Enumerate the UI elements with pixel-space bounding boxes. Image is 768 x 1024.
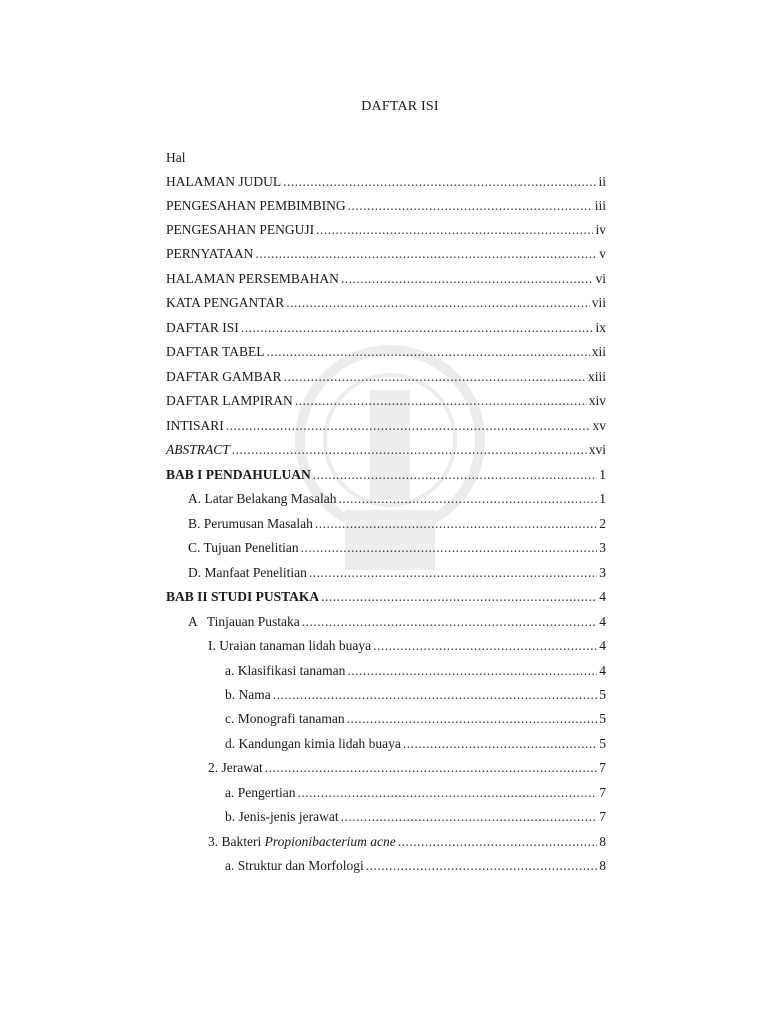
toc-entry-label: B. Perumusan Masalah <box>188 516 313 531</box>
toc-entry <box>166 222 606 238</box>
toc-entry-label: HALAMAN JUDUL <box>166 174 282 189</box>
toc-entry-label: c. Monografi tanaman <box>225 711 345 726</box>
toc-entry-label: A. Latar Belakang Masalah <box>188 491 337 506</box>
toc-entry <box>166 271 606 287</box>
toc-entry-label: DAFTAR TABEL <box>166 344 265 359</box>
toc-chapter <box>166 467 606 483</box>
toc-entry-label-italic: Propionibacterium acne <box>264 834 396 849</box>
dot-leader <box>313 467 597 483</box>
toc-entry-page: 3 <box>599 565 606 580</box>
dot-leader <box>316 222 593 238</box>
toc-entry <box>166 246 606 262</box>
dot-leader <box>373 638 597 654</box>
dot-leader <box>226 418 591 434</box>
toc-entry-page: 5 <box>599 736 606 751</box>
toc-entry-page: ii <box>598 174 606 189</box>
toc-entry-label: b. Jenis-jenis jerawat <box>225 809 339 824</box>
dot-leader <box>341 809 598 825</box>
toc-entry <box>225 809 606 825</box>
toc-entry-page: 5 <box>599 687 606 702</box>
dot-leader <box>283 174 596 190</box>
toc-entry-page: 4 <box>599 638 606 653</box>
toc-entry-label: b. Nama <box>225 687 271 702</box>
toc-entry-page: iii <box>594 198 606 213</box>
toc-entry-page: ix <box>595 320 606 335</box>
toc-entry-page: 1 <box>599 467 606 482</box>
toc-entry-label: a. Klasifikasi tanaman <box>225 663 346 678</box>
toc-entry-label: PERNYATAAN <box>166 246 254 261</box>
toc-entry <box>208 638 606 654</box>
toc-entry <box>188 491 606 507</box>
toc-entry <box>225 663 606 679</box>
toc-entry-label: C. Tujuan Penelitian <box>188 540 299 555</box>
dot-leader <box>315 516 597 532</box>
toc-entry <box>188 540 606 556</box>
toc-entry-page: 3 <box>599 540 606 555</box>
toc-entry-label: DAFTAR GAMBAR <box>166 369 282 384</box>
toc-entry-label: I. Uraian tanaman lidah buaya <box>208 638 372 653</box>
toc-entry-label: DAFTAR LAMPIRAN <box>166 393 293 408</box>
toc-entry <box>166 174 606 190</box>
toc-entry <box>166 320 606 336</box>
dot-leader <box>284 369 586 385</box>
toc-entry-page: vii <box>591 295 606 310</box>
toc-entry <box>188 565 606 581</box>
toc-entry <box>188 614 606 630</box>
toc-entry-label: BAB II STUDI PUSTAKA <box>166 589 320 604</box>
toc-entry <box>166 295 606 311</box>
dot-leader <box>241 320 594 336</box>
toc-entry-page: 7 <box>599 785 606 800</box>
dot-leader <box>266 344 589 360</box>
toc-entry <box>225 736 606 752</box>
page-column-label: Hal <box>166 150 186 165</box>
toc-entry-page: 8 <box>599 834 606 849</box>
toc-entry-label: PENGESAHAN PEMBIMBING <box>166 198 346 213</box>
toc-entry-label-plain: 3. Bakteri <box>208 834 262 849</box>
toc-entry-label: a. Pengertian <box>225 785 296 800</box>
toc-entry-label <box>208 834 396 850</box>
toc-entry <box>208 760 606 776</box>
dot-leader <box>321 589 597 605</box>
toc-entry-page: 8 <box>599 858 606 873</box>
toc-entry <box>225 687 606 703</box>
toc-entry <box>225 785 606 801</box>
dot-leader <box>341 271 594 287</box>
toc-entry <box>208 834 606 850</box>
toc-entry-page: iv <box>595 222 606 237</box>
toc-entry-page: 4 <box>599 663 606 678</box>
toc-entry-label: D. Manfaat Penelitian <box>188 565 307 580</box>
toc-chapter <box>166 589 606 605</box>
toc-entry-page: 2 <box>599 516 606 531</box>
dot-leader <box>403 736 597 752</box>
dot-leader <box>273 687 598 703</box>
toc-entry <box>166 442 606 458</box>
toc-entry-page: 7 <box>599 760 606 775</box>
page-title: DAFTAR ISI <box>361 99 439 114</box>
dot-leader <box>366 858 598 874</box>
dot-leader <box>347 663 597 679</box>
dot-leader <box>297 785 597 801</box>
toc-entry-label: d. Kandungan kimia lidah buaya <box>225 736 401 751</box>
toc-entry-page: 4 <box>599 589 606 604</box>
dot-leader <box>348 198 593 214</box>
toc-entry-label: a. Struktur dan Morfologi <box>225 858 364 873</box>
dot-leader <box>301 540 598 556</box>
toc-entry <box>166 418 606 434</box>
toc-entry-label: A Tinjauan Pustaka <box>188 614 300 629</box>
dot-leader <box>232 442 587 458</box>
toc-entry-page: 4 <box>599 614 606 629</box>
toc-entry <box>225 711 606 727</box>
toc-entry-page: 1 <box>599 491 606 506</box>
toc-entry-label: BAB I PENDAHULUAN <box>166 467 311 482</box>
toc-entry-page: xvi <box>588 442 606 457</box>
dot-leader <box>286 295 590 311</box>
toc-entry <box>166 198 606 214</box>
dot-leader <box>302 614 597 630</box>
toc-entry-page: xv <box>592 418 606 433</box>
dot-leader <box>309 565 597 581</box>
toc-entry-label: HALAMAN PERSEMBAHAN <box>166 271 339 286</box>
toc-entry <box>188 516 606 532</box>
toc-entry-page: v <box>599 246 606 261</box>
toc-entry-label: 2. Jerawat <box>208 760 263 775</box>
toc-entry-label: PENGESAHAN PENGUJI <box>166 222 315 237</box>
toc-entry-page: xiv <box>588 393 606 408</box>
toc-entry-page: 7 <box>599 809 606 824</box>
toc-entry-label: ABSTRACT <box>166 442 230 457</box>
toc-entry-page: vi <box>595 271 606 286</box>
toc-entry-page: 5 <box>599 711 606 726</box>
toc-entry-label: KATA PENGANTAR <box>166 295 285 310</box>
toc-entry-label: DAFTAR ISI <box>166 320 239 335</box>
toc-entry-page: xiii <box>587 369 606 384</box>
toc-entry-page: xii <box>591 344 606 359</box>
toc-entry <box>166 344 606 360</box>
toc-entry-label: INTISARI <box>166 418 224 433</box>
dot-leader <box>338 491 597 507</box>
dot-leader <box>398 834 598 850</box>
dot-leader <box>295 393 587 409</box>
toc-entry <box>225 858 606 874</box>
dot-leader <box>347 711 598 727</box>
dot-leader <box>255 246 597 262</box>
dot-leader <box>265 760 598 776</box>
toc-entry <box>166 393 606 409</box>
toc-entry <box>166 369 606 385</box>
